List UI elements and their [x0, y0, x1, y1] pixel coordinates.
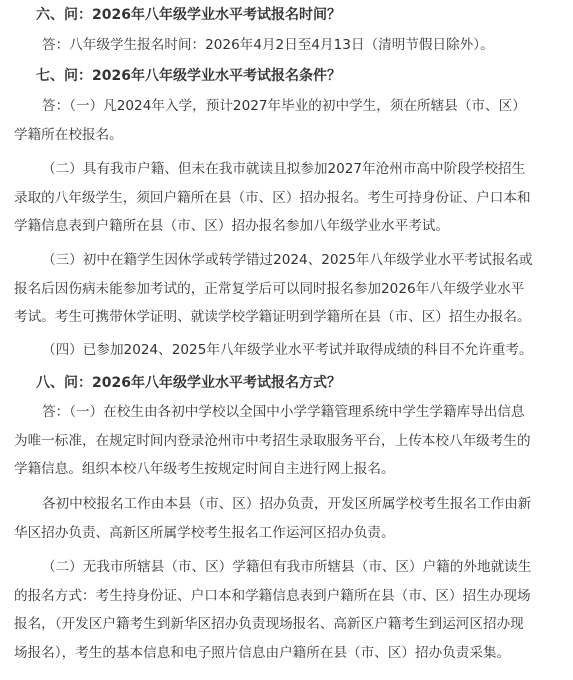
text-line: 学籍信息。组织本校八年级考生按规定时间自主进行网上报名。	[14, 461, 395, 477]
paragraph-6-1	[14, 31, 559, 60]
paragraph-7-4	[14, 336, 559, 365]
text-line: 的报名方式：考生持身份证、户口本和学籍信息表到户籍所在县（市、区）招生办现场	[14, 587, 531, 604]
paragraph-7-3	[14, 246, 559, 332]
paragraph-8-3	[14, 553, 559, 667]
text-line: 学籍信息表到户籍所在县（市、区）招办报名参加八年级学业水平考试。	[14, 218, 449, 234]
text-line: 录取的八年级学生，须回户籍所在县（市、区）招办报名。考生可持身份证、户口本和	[14, 189, 531, 206]
paragraph-7-1	[14, 92, 559, 149]
text-line: 报名，（开发区户籍考生到新华区招办负责现场报名、高新区户籍考生到运河区招办现	[14, 616, 524, 632]
section-heading-6: 六、问：2026年八年级学业水平考试报名时间？	[36, 7, 341, 23]
text-line: （三）初中在籍学生因休学或转学错过2024、2025年八年级学业水平考试报名或	[42, 252, 533, 268]
text-line: 为唯一标准，在规定时间内登录沧州市中考招生录取服务平台，上传本校八年级考生的	[14, 432, 531, 449]
paragraph-7-2	[14, 155, 559, 241]
text-line: 考试。考生可携带休学证明、就读学校学籍证明到学籍所在县（市、区）招生办报名。	[14, 309, 531, 325]
section-heading-7: 七、问：2026年八年级学业水平考试报名条件？	[36, 68, 341, 84]
paragraph-8-2	[14, 490, 559, 547]
text-line: 学籍所在校报名。	[14, 126, 123, 143]
paragraph-8-1	[14, 398, 559, 484]
text-line: 报名后因伤病未能参加考试的，正常复学后可以同时报名参加2026年八年级学业水平	[14, 280, 525, 297]
text-line: 答：（一）在校生由各初中学校以全国中小学学籍管理系统中学生学籍库导出信息	[42, 404, 525, 420]
text-line: （二）具有我市户籍、但未在我市就读且拟参加2027年沧州市高中阶段学校招生	[42, 161, 526, 177]
text-line: （二）无我市所辖县（市、区）学籍但有我市所辖县（市、区）户籍的外地就读生	[42, 559, 532, 575]
text-line: 华区招办负责、高新区所属学校考生报名工作运河区招办负责。	[14, 524, 395, 541]
text-line: 场报名），考生的基本信息和电子照片信息由户籍所在县（市、区）招办负责采集。	[14, 644, 511, 661]
text-line: （四）已参加2024、2025年八年级学业水平考试并取得成绩的科目不允许重考。	[42, 342, 533, 358]
text-line: 各初中校报名工作由本县（市、区）招办负责，开发区所属学校考生报名工作由新	[42, 496, 532, 512]
text-line: 答：（一）凡2024年入学，预计2027年毕业的初中学生，须在所辖县（市、区）	[42, 98, 526, 114]
text-line: 答：八年级学生报名时间：2026年4月2日至4月13日（清明节假日除外）。	[42, 37, 494, 53]
section-heading-8: 八、问：2026年八年级学业水平考试报名方式？	[36, 375, 341, 391]
